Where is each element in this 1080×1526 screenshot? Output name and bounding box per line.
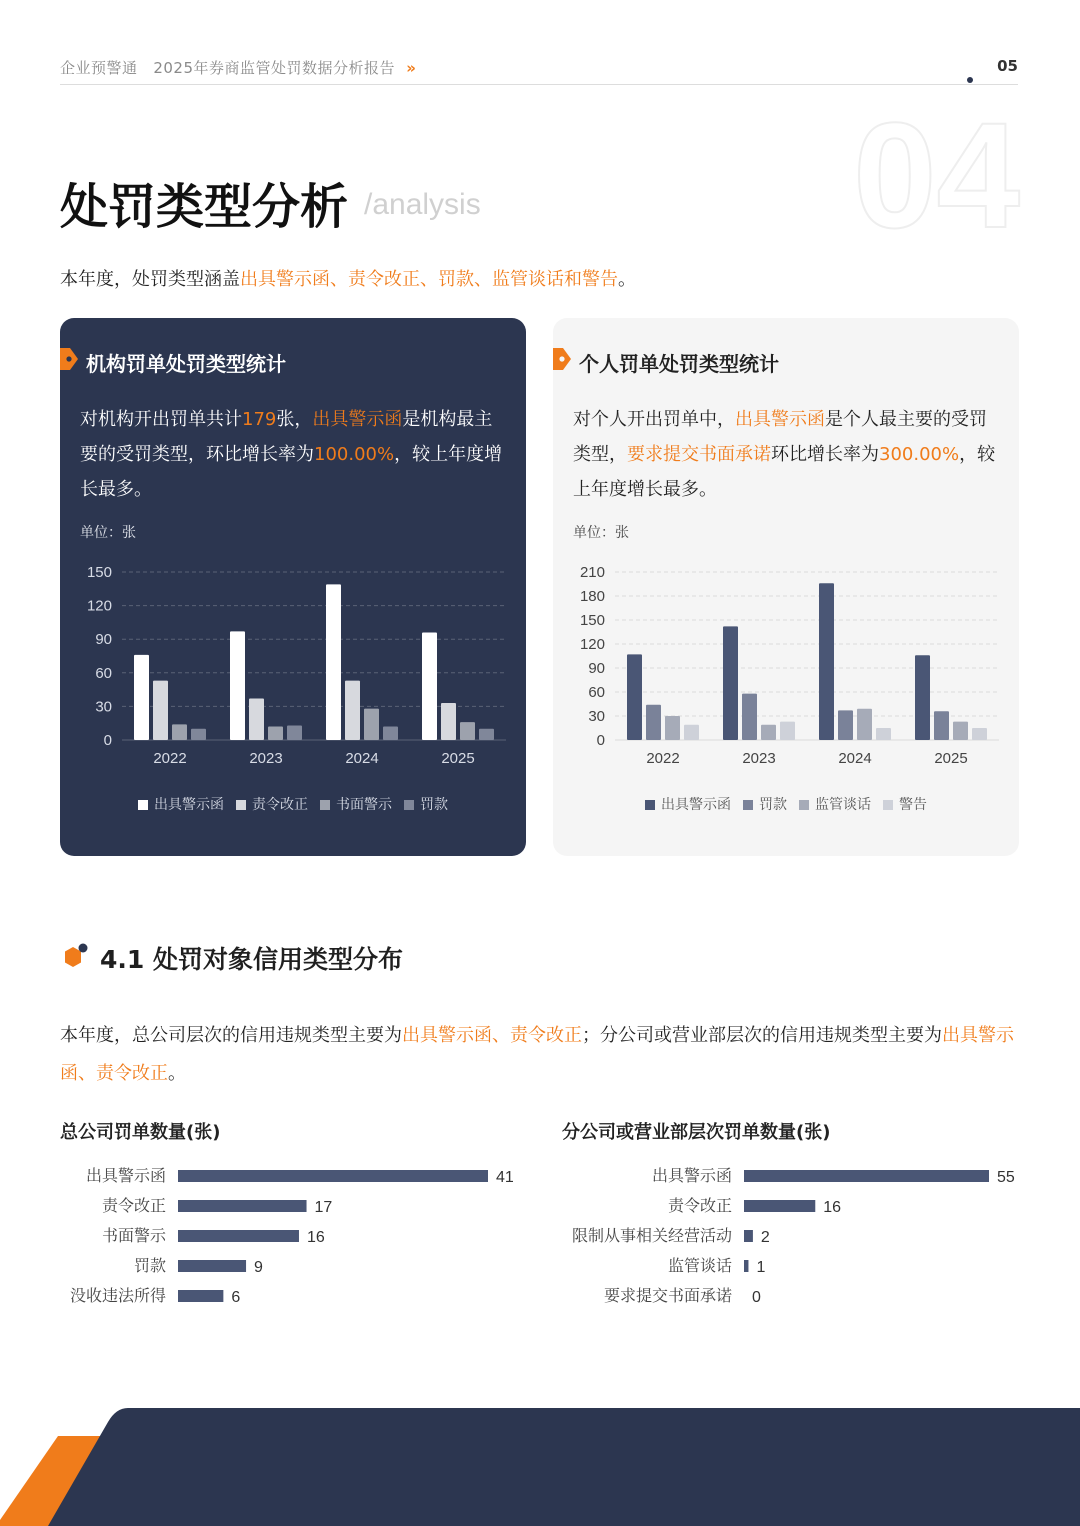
institution-panel-title: 机构罚单处罚类型统计 <box>86 352 286 376</box>
tag-icon <box>553 348 571 370</box>
legend-swatch <box>883 800 893 810</box>
bar <box>326 584 341 740</box>
bar-value-label: 41 <box>496 1169 514 1186</box>
page-number: 05 <box>997 57 1018 75</box>
bar-value-label: 55 <box>997 1169 1015 1186</box>
section-hexagon-icon <box>60 942 90 972</box>
bar-value-label: 6 <box>231 1289 241 1306</box>
y-tick-label: 90 <box>588 660 605 677</box>
intro-prefix: 本年度，处罚类型涵盖 <box>60 269 240 290</box>
y-tick-label: 30 <box>588 708 605 725</box>
bar <box>761 725 776 740</box>
bar-category-label: 出具警示函 <box>85 1166 166 1185</box>
bar <box>934 711 949 740</box>
x-tick-label: 2023 <box>249 750 283 767</box>
institution-legend <box>60 794 526 814</box>
legend-label: 书面警示 <box>336 797 392 813</box>
legend-swatch <box>236 800 246 810</box>
legend-item <box>236 794 308 814</box>
bar <box>441 703 456 740</box>
intro-text <box>60 265 636 291</box>
header-divider <box>60 84 1018 85</box>
footer-decoration <box>0 1408 1080 1526</box>
legend-item <box>799 794 871 814</box>
bar-category-label: 责令改正 <box>667 1196 732 1215</box>
branch-horizontal-bar-chart <box>560 1158 1030 1318</box>
legend-item <box>404 794 448 814</box>
bar <box>191 729 206 740</box>
x-tick-label: 2025 <box>934 750 968 767</box>
bar <box>742 694 757 740</box>
y-tick-label: 90 <box>95 631 112 649</box>
branch-chart-title: 分公司或营业部层次罚单数量(张) <box>562 1122 831 1143</box>
header-report: 2025年券商监管处罚数据分析报告 <box>153 59 396 77</box>
individual-panel <box>553 318 1019 856</box>
text-segment: 。 <box>168 1063 186 1084</box>
bar <box>178 1170 488 1182</box>
bar <box>665 716 680 740</box>
legend-swatch <box>799 800 809 810</box>
institution-bar-chart <box>60 548 526 788</box>
bar <box>134 655 149 740</box>
bar-value-label: 16 <box>306 1229 325 1246</box>
bar <box>819 583 834 740</box>
x-tick-label: 2022 <box>646 750 680 767</box>
bar <box>230 631 245 740</box>
bar-value-label: 16 <box>823 1199 842 1216</box>
legend-item <box>320 794 392 814</box>
y-tick-label: 60 <box>588 684 605 701</box>
bar <box>178 1230 299 1242</box>
bar <box>178 1290 223 1302</box>
x-tick-label: 2024 <box>838 750 872 767</box>
legend-label: 出具警示函 <box>661 797 731 813</box>
bar <box>172 724 187 740</box>
bar-category-label: 没收违法所得 <box>69 1286 166 1305</box>
bar <box>838 710 853 740</box>
bar <box>684 725 699 740</box>
bar <box>646 705 661 740</box>
bar-category-label: 限制从事相关经营活动 <box>571 1226 732 1245</box>
y-tick-label: 0 <box>596 732 605 749</box>
bar <box>780 722 795 740</box>
text-segment: ，较上年度增长最多。 <box>80 444 503 500</box>
tag-icon <box>60 348 78 370</box>
legend-item <box>743 794 787 814</box>
bar <box>876 728 891 740</box>
bar <box>479 729 494 740</box>
highlight-segment: 179 <box>242 409 277 430</box>
legend-label: 责令改正 <box>252 797 308 813</box>
text-segment: 本年度，总公司层次的信用违规类型主要为 <box>60 1025 402 1046</box>
bar-value-label: 2 <box>760 1229 770 1246</box>
text-segment: 对机构开出罚单共计 <box>80 409 242 430</box>
text-segment: ，较上年度增长最多。 <box>573 444 996 500</box>
bar-category-label: 监管谈话 <box>667 1256 732 1275</box>
bar <box>249 699 264 740</box>
bar-value-label: 1 <box>756 1259 766 1276</box>
bar <box>972 728 987 740</box>
header-brand: 企业预警通 <box>60 59 138 77</box>
bar-category-label: 罚款 <box>133 1256 166 1275</box>
y-tick-label: 180 <box>579 588 605 605</box>
institution-panel <box>60 318 526 856</box>
x-tick-label: 2023 <box>742 750 776 767</box>
bar-category-label: 书面警示 <box>101 1226 166 1245</box>
text-segment: 对个人开出罚单中， <box>573 409 735 430</box>
legend-label: 罚款 <box>759 797 787 813</box>
section-number: 04 <box>853 91 1020 259</box>
intro-highlight: 出具警示函、责令改正、罚款、监管谈话和警告 <box>240 269 618 290</box>
bar <box>915 655 930 740</box>
individual-panel-title: 个人罚单处罚类型统计 <box>579 352 779 376</box>
hq-chart-title: 总公司罚单数量(张) <box>60 1122 221 1143</box>
text-segment: 张， <box>276 409 313 430</box>
legend-item <box>138 794 224 814</box>
individual-bar-chart <box>553 548 1019 788</box>
bar <box>857 709 872 740</box>
bar-category-label: 责令改正 <box>101 1196 166 1215</box>
bar <box>744 1170 989 1182</box>
legend-item <box>645 794 731 814</box>
y-tick-label: 30 <box>95 698 112 716</box>
intro-suffix: 。 <box>618 269 636 290</box>
bar-category-label: 出具警示函 <box>651 1166 732 1185</box>
bar <box>345 681 360 740</box>
section-title: 4.1 处罚对象信用类型分布 <box>100 945 403 974</box>
highlight-segment: 100.00% <box>314 444 395 465</box>
highlight-segment: 出具警示函 <box>735 409 825 430</box>
bar-value-label: 9 <box>254 1259 263 1276</box>
bar <box>422 632 437 740</box>
bar <box>287 725 302 740</box>
bar <box>723 626 738 740</box>
y-tick-label: 150 <box>579 612 605 629</box>
bar <box>268 727 283 740</box>
bar-category-label: 要求提交书面承诺 <box>603 1286 732 1305</box>
page-title: 处罚类型分析 <box>60 179 349 235</box>
legend-swatch <box>404 800 414 810</box>
y-tick-label: 60 <box>95 664 112 682</box>
header-dot-icon <box>967 77 973 83</box>
bar <box>383 727 398 740</box>
highlight-segment: 要求提交书面承诺 <box>627 444 771 465</box>
legend-label: 出具警示函 <box>154 797 224 813</box>
institution-unit: 单位：张 <box>80 525 136 541</box>
legend-swatch <box>743 800 753 810</box>
legend-label: 警告 <box>899 797 927 813</box>
bar <box>953 722 968 740</box>
bar <box>744 1260 748 1272</box>
hq-horizontal-bar-chart <box>60 1158 530 1318</box>
legend-label: 罚款 <box>420 797 448 813</box>
highlight-segment: 出具警示函 <box>312 409 403 430</box>
page-title-en: /analysis <box>364 188 481 221</box>
bar <box>153 681 168 740</box>
institution-panel-text <box>80 402 510 507</box>
y-tick-label: 0 <box>103 732 112 749</box>
bar <box>460 722 475 740</box>
highlight-segment: 出具警示函、责令改正 <box>402 1025 582 1046</box>
individual-panel-text <box>573 402 1003 507</box>
x-tick-label: 2024 <box>345 750 379 767</box>
bar <box>744 1200 815 1212</box>
chevron-right-icon: » <box>406 59 417 77</box>
y-tick-label: 120 <box>579 636 605 653</box>
highlight-segment: 300.00% <box>879 444 960 465</box>
legend-swatch <box>138 800 148 810</box>
header-title <box>60 57 417 78</box>
legend-swatch <box>645 800 655 810</box>
individual-legend <box>553 794 1019 814</box>
bar-value-label: 17 <box>314 1199 333 1216</box>
x-tick-label: 2022 <box>153 750 187 767</box>
y-tick-label: 120 <box>86 597 112 615</box>
legend-swatch <box>320 800 330 810</box>
y-tick-label: 150 <box>86 564 112 581</box>
bar <box>364 709 379 740</box>
legend-item <box>883 794 927 814</box>
highlight-segment: 出具警示函、责令改正 <box>60 1025 1014 1084</box>
x-tick-label: 2025 <box>441 750 475 767</box>
bar-value-label: 0 <box>752 1289 761 1306</box>
bar <box>178 1260 246 1272</box>
section-text <box>60 1017 1020 1093</box>
bar <box>627 654 642 740</box>
individual-unit: 单位：张 <box>573 525 629 541</box>
text-segment: 环比增长率为 <box>771 444 879 465</box>
legend-label: 监管谈话 <box>815 797 871 813</box>
bar <box>178 1200 307 1212</box>
y-tick-label: 210 <box>579 564 605 581</box>
text-segment: 是机构最主要的受罚类型，环比增长率为 <box>80 409 493 465</box>
text-segment: 是个人最主要的受罚类型， <box>573 409 987 465</box>
text-segment: ；分公司或营业部层次的信用违规类型主要为 <box>582 1025 942 1046</box>
bar <box>744 1230 753 1242</box>
